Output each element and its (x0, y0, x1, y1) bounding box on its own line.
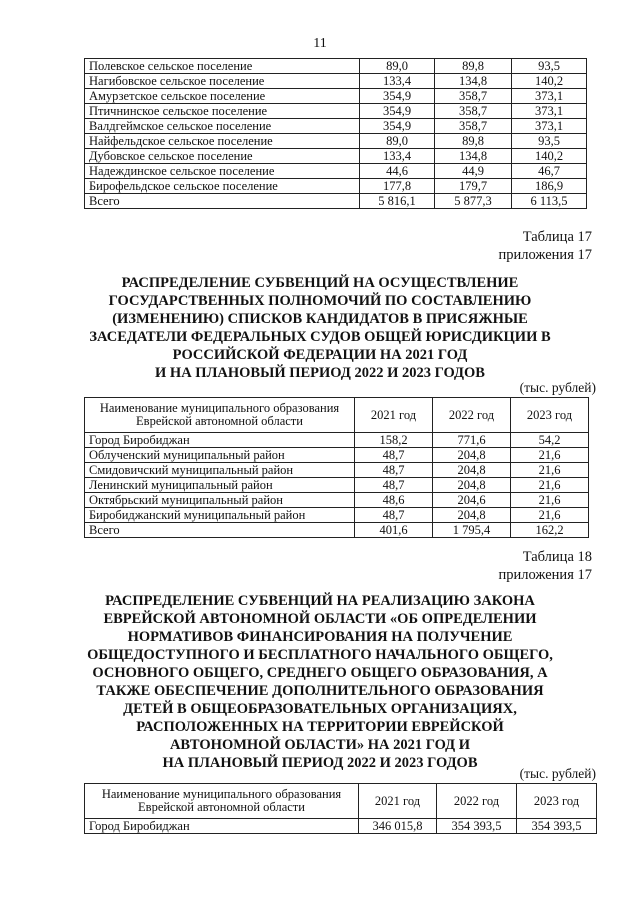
column-header-2021: 2021 год (359, 784, 437, 819)
table-row (85, 433, 589, 448)
table-17-title (60, 274, 580, 382)
cell-municipality: Амурзетское сельское поселение (85, 89, 360, 104)
cell-value: 48,7 (355, 478, 433, 493)
cell-municipality: Всего (85, 523, 355, 538)
table-18-title (60, 592, 580, 772)
column-header-2021: 2021 год (355, 398, 433, 433)
table-row (85, 508, 589, 523)
title-line: (ИЗМЕНЕНИЮ) СПИСКОВ КАНДИДАТОВ В ПРИСЯЖНЫЕ (112, 311, 528, 327)
cell-municipality: Город Биробиджан (85, 433, 355, 448)
table-row (85, 448, 589, 463)
table-17-number: Таблица 17 (522, 229, 592, 245)
cell-value: 5 877,3 (435, 194, 512, 209)
table-18-unit: (тыс. рублей) (519, 766, 596, 781)
title-line: АВТОНОМНОЙ ОБЛАСТИ» НА 2021 ГОД И (169, 737, 471, 753)
table-18 (84, 783, 597, 834)
table-17-unit: (тыс. рублей) (519, 380, 596, 395)
title-line: ЗАСЕДАТЕЛИ ФЕДЕРАЛЬНЫХ СУДОВ ОБЩЕЙ ЮРИСДИКЦИИ В (89, 329, 551, 345)
title-line: ОСНОВНОГО ОБЩЕГО, СРЕДНЕГО ОБЩЕГО ОБРАЗОВАНИЯ, А (92, 665, 548, 681)
cell-value: 89,8 (435, 134, 512, 149)
cell-value: 179,7 (435, 179, 512, 194)
cell-value: 21,6 (511, 508, 589, 523)
table-17-appendix: приложения 17 (498, 247, 592, 263)
cell-municipality: Нагибовское сельское поселение (85, 74, 360, 89)
table-18-header-row (85, 784, 597, 819)
cell-value: 89,8 (435, 59, 512, 74)
cell-value: 204,8 (433, 508, 511, 523)
cell-value: 48,7 (355, 448, 433, 463)
table-18-reference (499, 548, 592, 584)
table-18-body (85, 819, 597, 834)
cell-value: 140,2 (512, 74, 587, 89)
title-line: ГОСУДАРСТВЕННЫХ ПОЛНОМОЧИЙ ПО СОСТАВЛЕНИЮ (108, 293, 532, 309)
table-17 (84, 397, 589, 538)
cell-value: 54,2 (511, 433, 589, 448)
table-row (85, 74, 587, 89)
table-18-number: Таблица 18 (522, 549, 592, 565)
cell-value: 89,0 (360, 59, 435, 74)
cell-municipality: Птичнинское сельское поселение (85, 104, 360, 119)
table-row (85, 104, 587, 119)
table-row (85, 179, 587, 194)
cell-value: 358,7 (435, 119, 512, 134)
title-line: ТАКЖЕ ОБЕСПЕЧЕНИЕ ДОПОЛНИТЕЛЬНОГО ОБРАЗОВАНИЯ (96, 683, 544, 699)
title-line: РОССИЙСКОЙ ФЕДЕРАЦИИ НА 2021 ГОД (172, 347, 468, 363)
cell-municipality: Облученский муниципальный район (85, 448, 355, 463)
table-17-reference (499, 228, 592, 264)
column-header-2023: 2023 год (511, 398, 589, 433)
title-line: РАСПРЕДЕЛЕНИЕ СУБВЕНЦИЙ НА РЕАЛИЗАЦИЮ ЗАКОНА (105, 593, 535, 609)
cell-value: 162,2 (511, 523, 589, 538)
cell-municipality: Бирофельдское сельское поселение (85, 179, 360, 194)
cell-municipality: Город Биробиджан (85, 819, 359, 834)
cell-value: 354,9 (360, 119, 435, 134)
column-header-municipality: Наименование муниципального образования Еврейской автономной области (85, 784, 359, 819)
cell-value: 140,2 (512, 149, 587, 164)
cell-municipality: Биробиджанский муниципальный район (85, 508, 355, 523)
cell-value: 204,8 (433, 463, 511, 478)
cell-value: 204,6 (433, 493, 511, 508)
title-line: НОРМАТИВОВ ФИНАНСИРОВАНИЯ НА ПОЛУЧЕНИЕ (127, 629, 513, 645)
cell-value: 134,8 (435, 74, 512, 89)
cell-value: 204,8 (433, 478, 511, 493)
cell-value: 21,6 (511, 478, 589, 493)
cell-value: 204,8 (433, 448, 511, 463)
table-row (85, 59, 587, 74)
title-line: ОБЩЕДОСТУПНОГО И БЕСПЛАТНОГО НАЧАЛЬНОГО ОБЩЕГО, (87, 647, 553, 663)
table-row (85, 164, 587, 179)
cell-municipality: Полевское сельское поселение (85, 59, 360, 74)
title-line: РАСПОЛОЖЕННЫХ НА ТЕРРИТОРИИ ЕВРЕЙСКОЙ (136, 719, 504, 735)
table-row (85, 819, 597, 834)
cell-value: 5 816,1 (360, 194, 435, 209)
table-16-continuation (84, 58, 587, 209)
table-row (85, 134, 587, 149)
cell-value: 133,4 (360, 149, 435, 164)
cell-value: 1 795,4 (433, 523, 511, 538)
cell-value: 186,9 (512, 179, 587, 194)
title-line: НА ПЛАНОВЫЙ ПЕРИОД 2022 И 2023 ГОДОВ (162, 755, 478, 771)
title-line: И НА ПЛАНОВЫЙ ПЕРИОД 2022 И 2023 ГОДОВ (155, 365, 485, 381)
cell-value: 48,6 (355, 493, 433, 508)
table-16-body (85, 59, 587, 209)
cell-municipality: Надеждинское сельское поселение (85, 164, 360, 179)
cell-value: 21,6 (511, 463, 589, 478)
cell-municipality: Валдгеймское сельское поселение (85, 119, 360, 134)
cell-municipality: Дубовское сельское поселение (85, 149, 360, 164)
cell-value: 771,6 (433, 433, 511, 448)
cell-value: 358,7 (435, 104, 512, 119)
cell-municipality: Октябрьский муниципальный район (85, 493, 355, 508)
cell-value: 177,8 (360, 179, 435, 194)
cell-value: 44,9 (435, 164, 512, 179)
cell-value: 89,0 (360, 134, 435, 149)
cell-value: 48,7 (355, 508, 433, 523)
table-row (85, 463, 589, 478)
column-header-2022: 2022 год (433, 398, 511, 433)
cell-municipality: Ленинский муниципальный район (85, 478, 355, 493)
cell-value: 354,9 (360, 89, 435, 104)
table-row (85, 493, 589, 508)
cell-value: 48,7 (355, 463, 433, 478)
table-18-appendix: приложения 17 (498, 567, 592, 583)
column-header-2022: 2022 год (437, 784, 517, 819)
cell-value: 134,8 (435, 149, 512, 164)
cell-value: 6 113,5 (512, 194, 587, 209)
table-row (85, 194, 587, 209)
cell-value: 354 393,5 (437, 819, 517, 834)
cell-value: 373,1 (512, 104, 587, 119)
cell-value: 46,7 (512, 164, 587, 179)
cell-value: 354,9 (360, 104, 435, 119)
title-line: ДЕТЕЙ В ОБЩЕОБРАЗОВАТЕЛЬНЫХ ОРГАНИЗАЦИЯХ, (123, 701, 517, 717)
table-17-body (85, 433, 589, 538)
cell-municipality: Всего (85, 194, 360, 209)
cell-value: 373,1 (512, 89, 587, 104)
table-row (85, 149, 587, 164)
cell-municipality: Смидовичский муниципальный район (85, 463, 355, 478)
cell-municipality: Найфельдское сельское поселение (85, 134, 360, 149)
cell-value: 93,5 (512, 134, 587, 149)
table-row (85, 89, 587, 104)
cell-value: 21,6 (511, 493, 589, 508)
cell-value: 358,7 (435, 89, 512, 104)
cell-value: 354 393,5 (517, 819, 597, 834)
cell-value: 373,1 (512, 119, 587, 134)
cell-value: 93,5 (512, 59, 587, 74)
table-row (85, 523, 589, 538)
table-17-header-row (85, 398, 589, 433)
cell-value: 44,6 (360, 164, 435, 179)
table-row (85, 478, 589, 493)
column-header-municipality: Наименование муниципального образования Еврейской автономной области (85, 398, 355, 433)
title-line: ЕВРЕЙСКОЙ АВТОНОМНОЙ ОБЛАСТИ «ОБ ОПРЕДЕЛЕНИИ (103, 611, 537, 627)
cell-value: 21,6 (511, 448, 589, 463)
cell-value: 133,4 (360, 74, 435, 89)
cell-value: 346 015,8 (359, 819, 437, 834)
page-number: 11 (313, 36, 327, 51)
title-line: РАСПРЕДЕЛЕНИЕ СУБВЕНЦИЙ НА ОСУЩЕСТВЛЕНИЕ (121, 275, 519, 291)
column-header-2023: 2023 год (517, 784, 597, 819)
cell-value: 158,2 (355, 433, 433, 448)
table-row (85, 119, 587, 134)
cell-value: 401,6 (355, 523, 433, 538)
